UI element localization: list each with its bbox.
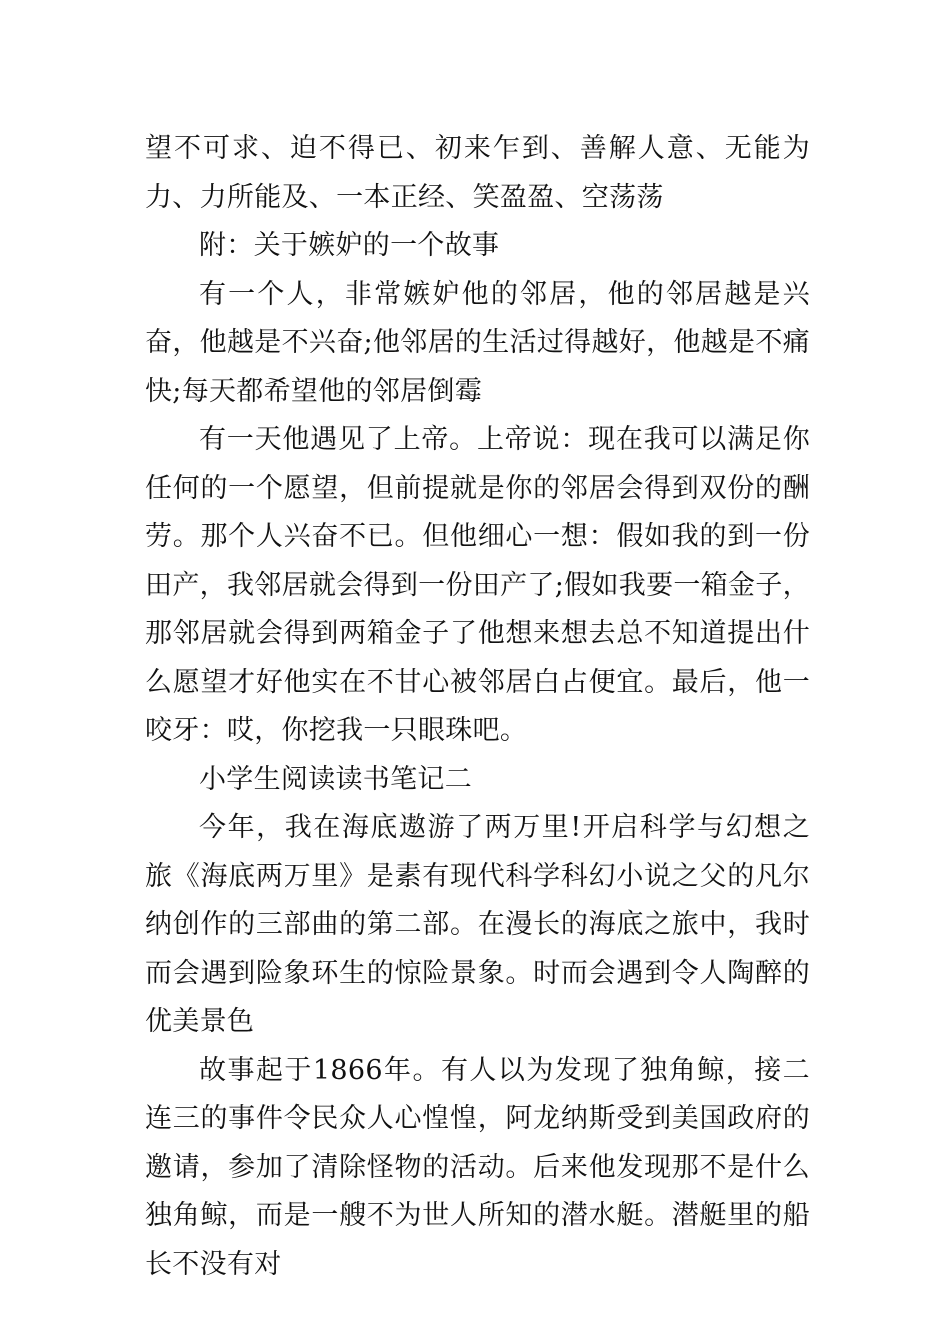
document-body [145, 125, 810, 1289]
paragraph-appendix-heading: 附：关于嫉妒的一个故事 [199, 230, 500, 261]
section-heading-reading-notes-two: 小学生阅读读书笔记二 [199, 763, 472, 795]
paragraph-idiom-list: 望不可求、迫不得已、初来乍到、善解人意、无能为力、力所能及、一本正经、笑盈盈、空荡荡 [145, 133, 810, 213]
paragraph-meeting-god: 有一天他遇见了上帝。上帝说：现在我可以满足你任何的一个愿望，但前提就是你的邻居会得到双份的酬劳。那个人兴奋不已。但他细心一想：假如我的到一份田产，我邻居就会得到一份田产了;假如我要一箱金子，那邻居就会得到两箱金子了他想来想去总不知道提出什么愿望才好他实在不甘心被邻居白占便宜。最后，他一咬牙：哎，你挖我一只眼珠吧。 [145, 424, 810, 746]
paragraph-twenty-thousand-leagues-intro: 今年，我在海底遨游了两万里!开启科学与幻想之旅《海底两万里》是素有现代科学科幻小说之父的凡尔纳创作的三部曲的第二部。在漫长的海底之旅中，我时而会遇到险象环生的惊险景象。时而会遇到令人陶醉的优美景色 [145, 812, 810, 1037]
paragraph-story-beginning: 故事起于1866年。有人以为发现了独角鲸，接二连三的事件令民众人心惶惶，阿龙纳斯受到美国政府的邀请，参加了清除怪物的活动。后来他发现那不是什么独角鲸，而是一艘不为世人所知的潜水艇。潜艇里的船长不没有对 [145, 1054, 810, 1280]
paragraph-jealous-neighbor: 有一个人，非常嫉妒他的邻居，他的邻居越是兴奋，他越是不兴奋;他邻居的生活过得越好，他越是不痛快;每天都希望他的邻居倒霉 [145, 278, 810, 407]
